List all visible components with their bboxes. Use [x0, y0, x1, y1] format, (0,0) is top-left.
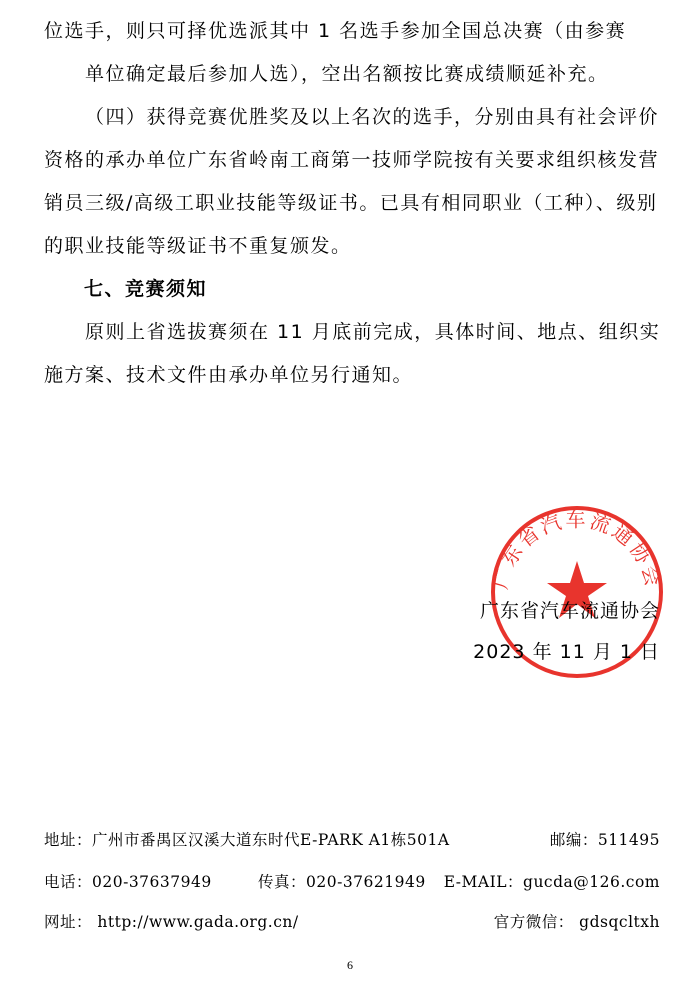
signature-organization: 广东省汽车流通协会 — [479, 600, 660, 622]
footer-fax: 传真：020-37621949 — [258, 873, 426, 891]
paragraph-certificate: （四）获得竞赛优胜奖及以上名次的选手，分别由具有社会评价资格的承办单位广东省岭南工商第一技师学院按有关要求组织核发营销员三级/高级工职业技能等级证书。已具有相同职业（工种）、级别的职业技能等级证书不重复颁发。 — [44, 106, 660, 257]
signature-date: 2023 年 11 月 1 日 — [473, 641, 660, 663]
footer-postcode: 邮编：511495 — [549, 831, 660, 849]
footer-wechat: 官方微信： gdsqcltxh — [493, 913, 660, 931]
seal-text: 广东省汽车流通协会 — [488, 507, 666, 592]
footer-phone: 电话：020-37637949 — [44, 873, 212, 891]
paragraph-continuation-line2: 单位确定最后参加人选），空出名额按比赛成绩顺延补充。 — [85, 63, 609, 85]
page-number: 6 — [347, 958, 353, 972]
footer-email: E-MAIL：gucda@126.com — [443, 873, 660, 891]
footer-website: 网址： http://www.gada.org.cn/ — [44, 913, 299, 931]
footer-address: 地址：广州市番禺区汉溪大道东时代E-PARK A1栋501A — [44, 831, 450, 849]
paragraph-schedule: 原则上省选拔赛须在 11 月底前完成，具体时间、地点、组织实施方案、技术文件由承办单位另行通知。 — [44, 321, 661, 386]
section-heading-notice: 七、竞赛须知 — [84, 278, 208, 300]
paragraph-continuation-line1: 位选手，则只可择优选派其中 1 名选手参加全国总决赛（由参赛 — [44, 20, 627, 42]
